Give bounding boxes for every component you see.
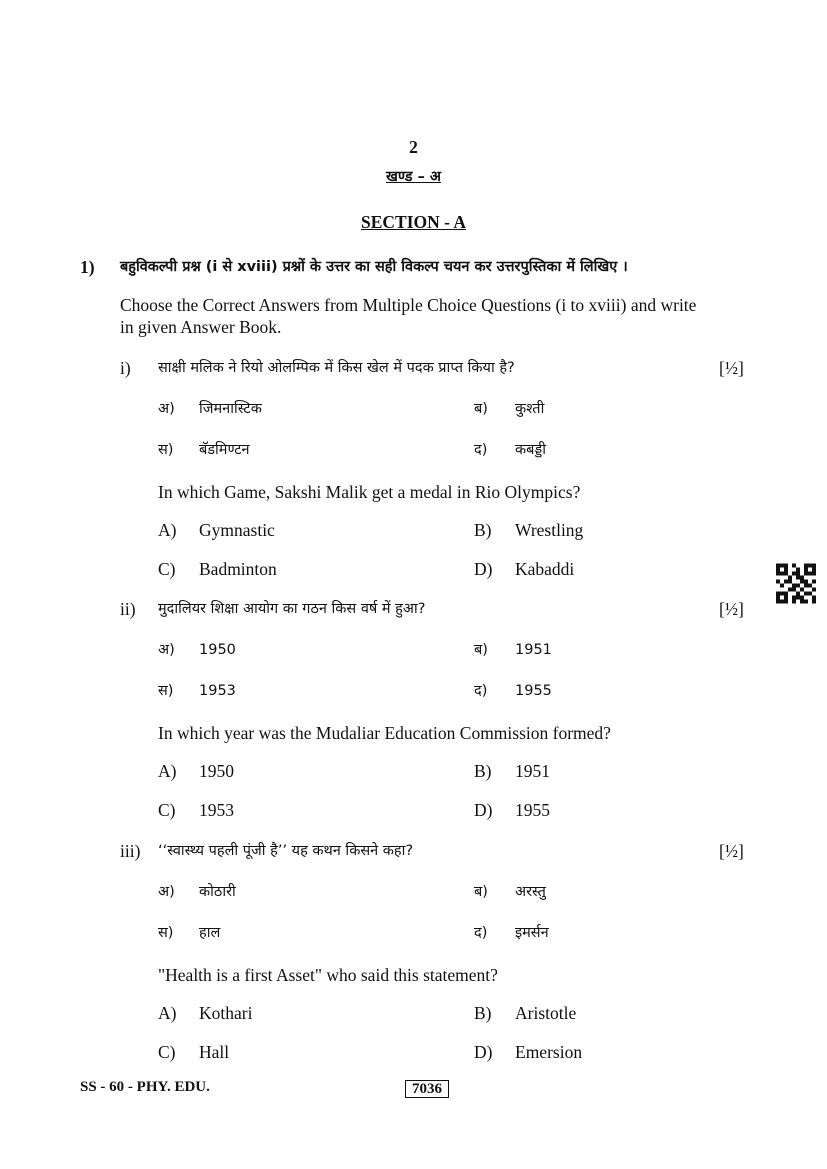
option-label-english: B) (474, 761, 492, 781)
question-numeral: ii) (120, 599, 136, 619)
option-label-english: C) (158, 1042, 176, 1062)
option-label-hindi: ब) (474, 884, 488, 900)
option-label-english: B) (474, 1003, 492, 1023)
option-label-hindi: अ) (158, 642, 175, 658)
option-text-english: Badminton (199, 559, 277, 579)
option-label-hindi: द) (474, 925, 488, 941)
option-label-hindi: द) (474, 442, 488, 458)
qr-code (776, 563, 816, 604)
option-label-hindi: ब) (474, 642, 488, 658)
option-text-english: Kothari (199, 1003, 253, 1023)
option-text-english: 1951 (515, 761, 550, 781)
option-text-hindi: कबड्डी (515, 442, 547, 458)
option-label-english: D) (474, 559, 493, 579)
question-marks: [½] (719, 841, 744, 861)
page-number: 2 (409, 137, 418, 157)
option-label-english: B) (474, 520, 492, 540)
option-label-hindi: स) (158, 442, 174, 458)
option-label-hindi: अ) (158, 401, 175, 417)
option-text-english: Gymnastic (199, 520, 275, 540)
question-text-hindi: साक्षी मलिक ने रियो ओलम्पिक में किस खेल में पदक प्राप्त किया है? (158, 360, 515, 376)
option-text-english: Wrestling (515, 520, 584, 540)
option-text-hindi: 1951 (515, 642, 552, 658)
instruction-english-line1: Choose the Correct Answers from Multiple Choice Questions (i to xviii) and write (120, 295, 697, 315)
option-label-hindi: स) (158, 925, 174, 941)
option-label-hindi: अ) (158, 884, 175, 900)
option-text-hindi: इमर्सन (515, 925, 549, 941)
option-label-english: D) (474, 1042, 493, 1062)
instruction-hindi: बहुविकल्पी प्रश्न (i से xviii) प्रश्नों के उत्तर का सही विकल्प चयन कर उत्तरपुस्तिका में लिखिए । (120, 259, 628, 275)
option-label-hindi: ब) (474, 401, 488, 417)
question-text-english: In which year was the Mudaliar Education Commission formed? (158, 723, 611, 743)
option-text-hindi: कुश्ती (515, 401, 545, 417)
question-text-english: In which Game, Sakshi Malik get a medal in Rio Olympics? (158, 482, 581, 502)
question-text-hindi: ‘‘स्वास्थ्य पहली पूंजी है’’ यह कथन किसने कहा? (158, 843, 414, 859)
option-text-hindi: जिमनास्टिक (199, 401, 262, 417)
option-label-hindi: स) (158, 683, 174, 699)
instruction-english-line2: in given Answer Book. (120, 317, 282, 337)
option-label-english: C) (158, 559, 176, 579)
option-label-english: A) (158, 761, 177, 781)
option-text-english: Aristotle (515, 1003, 577, 1023)
question-text-hindi: मुदालियर शिक्षा आयोग का गठन किस वर्ष में हुआ? (158, 601, 426, 617)
option-text-english: 1953 (199, 800, 234, 820)
question-numeral: i) (120, 358, 131, 378)
option-text-english: 1950 (199, 761, 234, 781)
option-text-hindi: कोठारी (199, 884, 236, 900)
question-number: 1) (80, 257, 95, 277)
option-text-hindi: बॅडमिण्टन (199, 442, 250, 458)
option-text-english: 1955 (515, 800, 550, 820)
option-text-hindi: हाल (199, 925, 221, 941)
option-text-english: Kabaddi (515, 559, 575, 579)
option-label-hindi: द) (474, 683, 488, 699)
question-marks: [½] (719, 599, 744, 619)
option-label-english: A) (158, 520, 177, 540)
section-title-hindi: खण्ड – अ (386, 169, 441, 185)
section-title: SECTION - A (360, 212, 467, 232)
option-text-english: Hall (199, 1042, 230, 1062)
question-numeral: iii) (120, 841, 141, 861)
option-text-hindi: 1955 (515, 683, 552, 699)
option-label-english: C) (158, 800, 176, 820)
question-marks: [½] (719, 358, 744, 378)
footer-booklet-code: 7036 (405, 1076, 449, 1100)
option-label-english: A) (158, 1003, 177, 1023)
option-text-hindi: अरस्तु (515, 884, 546, 900)
option-label-english: D) (474, 800, 493, 820)
option-text-hindi: 1950 (199, 642, 236, 658)
footer-paper-code: SS - 60 - PHY. EDU. (80, 1079, 210, 1095)
option-text-hindi: 1953 (199, 683, 236, 699)
option-text-english: Emersion (515, 1042, 583, 1062)
question-text-english: "Health is a first Asset" who said this statement? (158, 965, 498, 985)
